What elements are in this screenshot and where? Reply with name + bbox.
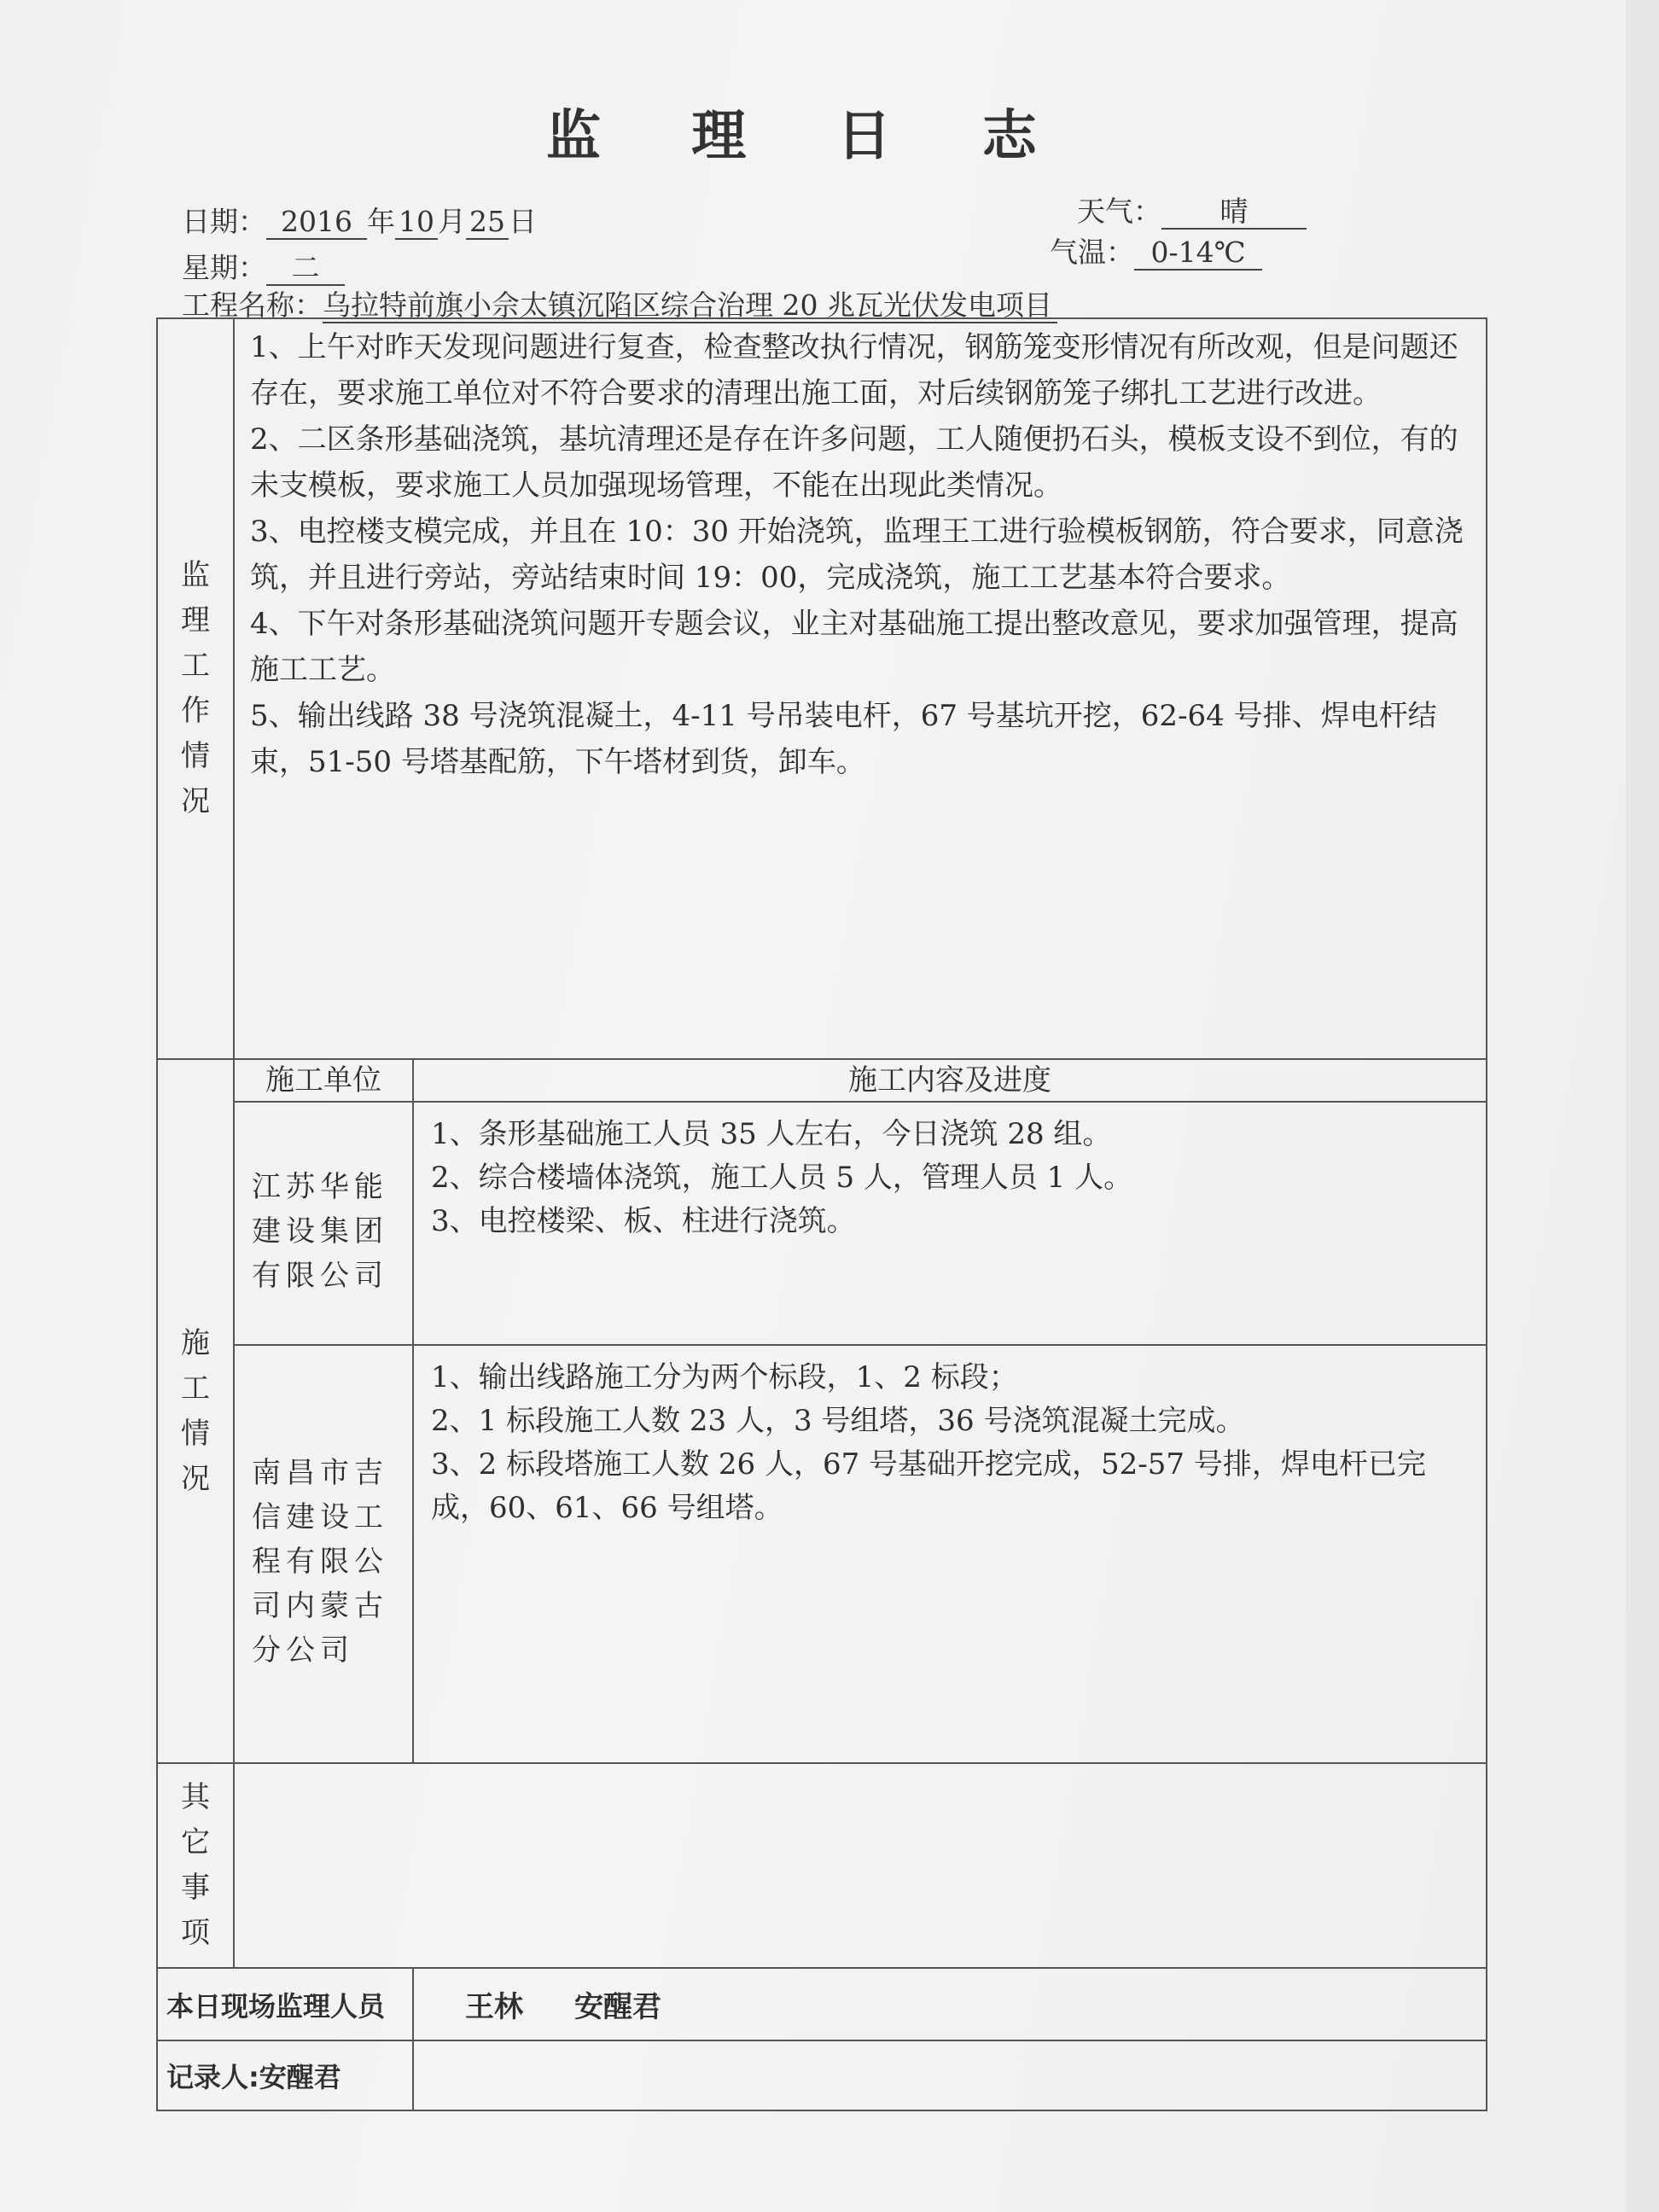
supervision-content (234, 318, 1487, 1059)
other-row (157, 1763, 1487, 1968)
temperature-label: 气温： (1050, 236, 1134, 269)
construction-progress (413, 1345, 1487, 1763)
date-month-unit: 月 (438, 205, 466, 238)
date-year: 2016 (266, 206, 367, 240)
supervision-side-label: 监理工作情况 (157, 318, 234, 1059)
progress-item: 3、电控楼梁、板、柱进行浇筑。 (431, 1204, 856, 1238)
project-label: 工程名称： (182, 288, 323, 322)
progress-item: 2、综合楼墙体浇筑，施工人员 5 人，管理人员 1 人。 (431, 1161, 1133, 1195)
temperature-field (1050, 230, 1262, 271)
supervision-paragraph: 3、电控楼支模完成，并且在 10：30 开始浇筑，监理王工进行验模板钢筋，符合要求，同意浇筑，并且进行旁站，旁站结束时间 19：00，完成浇筑，施工工艺基本符合要求。 (250, 515, 1464, 595)
supervision-paragraph: 1、上午对昨天发现问题进行复查，检查整改执行情况，钢筋笼变形情况有所改观，但是问题还存在，要求施工单位对不符合要求的清理出施工面，对后续钢筋笼子绑扎工艺进行改进。 (250, 330, 1458, 410)
date-day: 25 (466, 206, 509, 240)
recorder-label: 记录人:安醒君 (157, 2040, 413, 2110)
date-label: 日期： (182, 205, 266, 238)
staff-label: 本日现场监理人员 (157, 1968, 413, 2040)
recorder-value (413, 2040, 1487, 2110)
staff-row (157, 1968, 1487, 2040)
other-content (234, 1763, 1487, 1968)
supervision-row (157, 318, 1487, 1059)
staff-name: 安醒君 (574, 1990, 661, 2024)
date-field (182, 200, 537, 240)
log-table (156, 317, 1487, 2111)
column-header-unit: 施工单位 (234, 1059, 413, 1102)
construction-side-label: 施工情况 (157, 1059, 234, 1763)
weekday-field (182, 246, 345, 286)
staff-name: 王林 (465, 1990, 523, 2024)
page-title: 监 理 日 志 (546, 105, 1073, 168)
construction-unit-name: 南昌市吉信建设工程有限公司内蒙古分公司 (234, 1345, 413, 1763)
progress-item: 1、输出线路施工分为两个标段，1、2 标段； (431, 1360, 1018, 1394)
weather-label: 天气： (1077, 195, 1161, 228)
date-month: 10 (395, 206, 438, 240)
construction-progress (413, 1102, 1487, 1345)
supervision-paragraph: 2、二区条形基础浇筑，基坑清理还是存在许多问题，工人随便扔石头，模板支设不到位，有的未支模板，要求施工人员加强现场管理，不能在出现此类情况。 (250, 422, 1458, 503)
supervision-paragraph: 5、输出线路 38 号浇筑混凝土，4-11 号吊装电杆，67 号基坑开挖，62-64 号排、焊电杆结束，51-50 号塔基配筋，下午塔材到货，卸车。 (250, 699, 1437, 779)
supervision-paragraph: 4、下午对条形基础浇筑问题开专题会议，业主对基础施工提出整改意见，要求加强管理，提高施工工艺。 (250, 607, 1458, 687)
construction-header-row (157, 1059, 1487, 1102)
progress-item: 2、1 标段施工人数 23 人，3 号组塔，36 号浇筑混凝土完成。 (431, 1404, 1245, 1438)
progress-item: 1、条形基础施工人员 35 人左右，今日浇筑 28 组。 (431, 1117, 1112, 1151)
weekday-label: 星期： (182, 251, 266, 284)
staff-names (413, 1968, 1487, 2040)
date-day-unit: 日 (509, 205, 537, 238)
recorder-row (157, 2040, 1487, 2110)
other-side-label: 其它事项 (157, 1763, 234, 1968)
construction-row (157, 1345, 1487, 1763)
project-name: 乌拉特前旗小佘太镇沉陷区综合治理 20 兆瓦光伏发电项目 (323, 289, 1057, 323)
date-year-unit: 年 (367, 205, 395, 238)
progress-item: 3、2 标段塔施工人数 26 人，67 号基础开挖完成，52-57 号排，焊电杆已完成，60、61、66 号组塔。 (431, 1447, 1426, 1525)
weekday-value: 二 (266, 252, 345, 286)
column-header-content: 施工内容及进度 (413, 1059, 1487, 1102)
weather-field (1077, 189, 1307, 230)
construction-unit-name: 江苏华能建设集团有限公司 (234, 1102, 413, 1345)
temperature-value: 0-14℃ (1134, 236, 1262, 271)
construction-row (157, 1102, 1487, 1345)
weather-value: 晴 (1161, 195, 1307, 230)
